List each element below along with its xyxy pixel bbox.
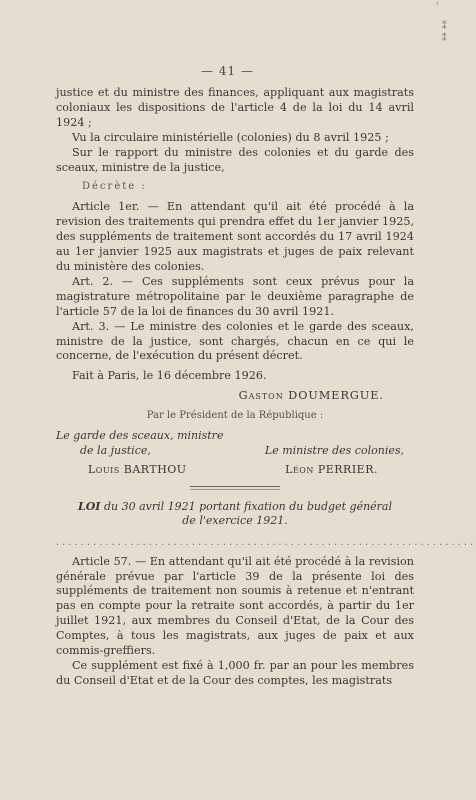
par-le-president: Par le Président de la République : <box>146 410 324 422</box>
fait-a-paris: Fait à Paris, le 16 décembre 1926. <box>72 369 267 383</box>
perrier-name: Léon PERRIER. <box>285 462 378 476</box>
ministre-colonies-role: Le ministre des colonies, <box>264 443 404 457</box>
margin-mark: ' <box>436 2 439 12</box>
garde-des-sceaux-role: Le garde des sceaux, ministre <box>56 429 224 443</box>
article-1: Article 1er. — En attendant qu'il ait été procédé à la revision des traitements qui prendra effet du 1er janvier 1925, des suppléments de traitement sont accordés du 17 avril 1924 au 1er janvier 1925 aux magistrats et juges de paix relevant du ministère des colonies. <box>56 200 414 273</box>
article-57: Article 57. — En attendant qu'il ait été procédé à la revision générale prévue par l'article 39 de la présente loi des suppléments de traitement non soumis à retenue et n'entrant pas en compte pour la retraite sont accordés, à partir du 1er juillet 1921, aux membres du Conseil d'Etat, de la Cour des Comptes, à tous les magistrats, aux juges de paix et aux commis-greffiers. <box>56 554 414 658</box>
president-signature: Gaston DOUMERGUE. <box>238 389 384 403</box>
article-2: Art. 2. — Ces suppléments sont ceux prévus pour la magistrature métropolitaine par le deuxième paragraphe de l'article 57 de la loi de finances du 30 avril 1921. <box>56 274 414 318</box>
page-body <box>56 86 476 689</box>
loi-title-bold: LOI <box>77 499 101 513</box>
margin-mark: ⁑ <box>442 22 447 32</box>
barthou-name: Louis BARTHOU <box>88 462 187 476</box>
paragraph-justice: justice et du ministre des finances, appliquant aux magistrats coloniaux les dispositions de l'article 4 de la loi du 14 avril 1924 ; <box>56 86 414 129</box>
paragraph-circulaire: Vu la circulaire ministérielle (colonies) du 8 avril 1925 ; <box>72 130 389 144</box>
page-number: — 41 — <box>201 64 254 78</box>
loi-title-rest: du 30 avril 1921 portant fixation du budget général <box>103 499 393 513</box>
loi-title-line2: de l'exercice 1921. <box>182 513 288 527</box>
loi-title <box>56 500 414 514</box>
supplement-paragraph: Ce supplément est fixé à 1,000 fr. par an pour les membres du Conseil d'Etat et de la Cour des comptes, les magistrats <box>56 659 414 687</box>
decrete-heading: Décrète : <box>82 181 147 193</box>
ellipsis-line: .................................................................... <box>56 536 476 548</box>
signature-row-1 <box>56 429 414 444</box>
margin-marks <box>400 0 450 60</box>
article-3: Art. 3. — Le ministre des colonies et le garde des sceaux, ministre de la justice, sont chargés, chacun en ce qui le concerne, de l'exécution du présent décret. <box>56 319 414 363</box>
justice-role: de la justice, <box>80 443 151 457</box>
margin-mark: ⁑ <box>442 34 447 44</box>
signature-row-2 <box>56 444 414 459</box>
section-rule <box>190 486 280 490</box>
paragraph-rapport: Sur le rapport du ministre des colonies et du garde des sceaux, ministre de la justice, <box>56 145 414 174</box>
signature-row-3 <box>56 463 414 478</box>
